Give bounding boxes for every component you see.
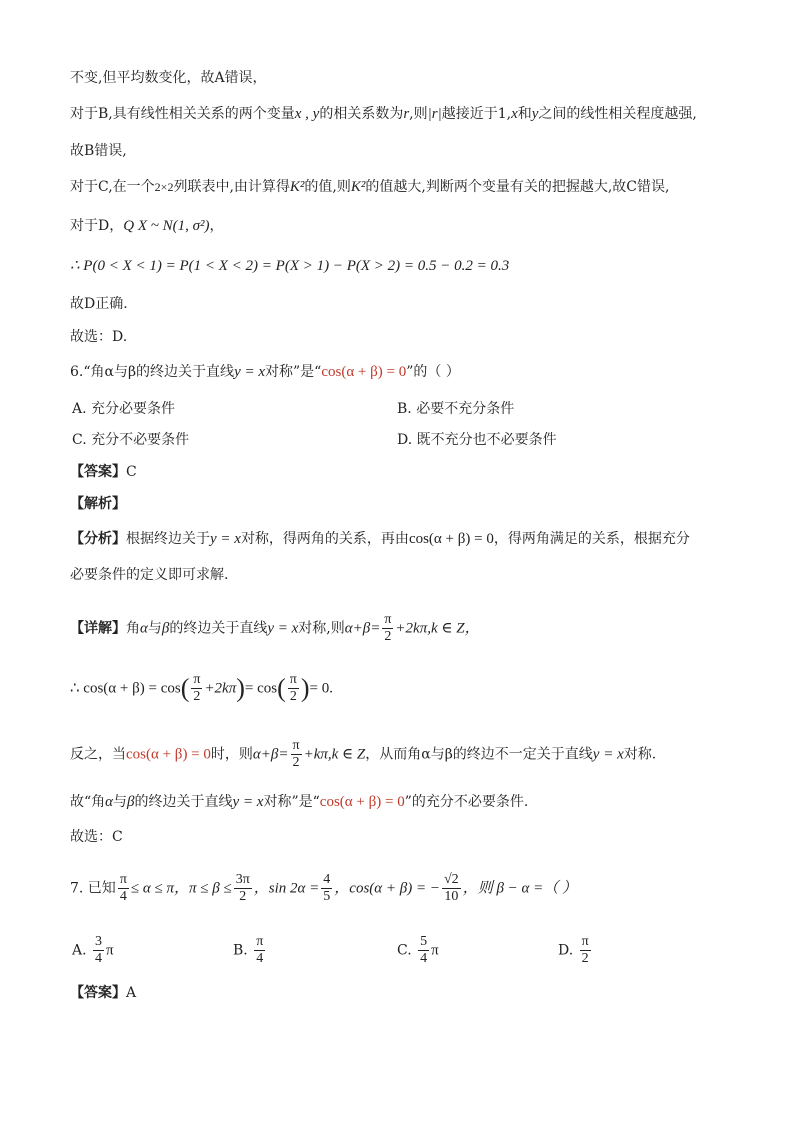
text-span: 的值,则 [304,179,351,195]
text-line: 不变,但平均数变化，故A错误， [70,70,267,86]
math-span: +2kπ [204,680,237,697]
text-span: 对称”是“ [265,364,322,380]
fanzhi-line [70,738,656,771]
answer-tag: 【答案】 [70,464,126,480]
formula-line [70,672,333,705]
math-span: |r| [427,106,442,122]
math-span: α [140,620,148,637]
numerator: π [581,934,589,949]
numerator: 4 [323,872,331,887]
math-span: π [106,942,114,959]
math-span: y [531,106,539,122]
math-span: y = x [267,620,299,637]
conclusion-line [70,792,528,812]
fraction [288,672,299,705]
option-c [397,934,439,967]
option-label: C. [397,942,412,959]
math-span: x [511,106,518,122]
text-span: 之间的线性相关程度越强, [538,106,697,122]
math-span: α+β= [252,746,289,763]
numerator: 3 [95,934,103,949]
text-span: ”的（ ） [406,364,460,380]
text-span: 的终边关于直线 [134,794,233,810]
text-span: ，得两角满足的关系，根据充分 [493,531,690,547]
text-span: ，从而角α与β的终边不一定关于直线 [365,746,593,763]
text-span: 的终边关于直线 [169,620,268,637]
text-span: 列联表中,由计算得 [173,179,290,195]
numerator: π [193,672,201,687]
text-span: 的相关系数为 [319,106,404,122]
paren: ( [277,673,286,703]
text-span: 与 [113,794,128,810]
question-7-stem [70,872,577,905]
math-span: π [431,942,439,959]
option-d [558,934,593,967]
option-d: D. 既不充分也不必要条件 [397,432,557,448]
selection-line: 故选：C [70,829,123,845]
fraction [118,872,129,905]
option-b: B. 必要不充分条件 [397,401,515,417]
math-span: α [105,794,114,810]
numerator: √2 [444,872,459,887]
paren: ( [180,673,190,703]
formula-line: ∴ P(0 < X < 1) = P(1 < X < 2) = P(X > 1) − P(X > 2) = 0.5 − 0.2 = 0.3 [70,258,510,274]
math-span: β [127,794,135,810]
denominator: 4 [256,951,264,966]
text-span: 反之，当 [70,746,126,763]
math-span: ，cos(α + β) = − [334,880,440,897]
text-span: 故“角 [70,794,106,810]
analysis-tag [70,494,126,514]
text-span: 的值越大,判断两个变量有关的把握越大,故C错误, [365,179,670,195]
text-line [70,177,669,197]
denominator: 10 [444,889,459,904]
xiangjie-line [70,612,480,645]
math-span: y = x [232,794,264,810]
fraction [191,672,202,705]
math-span: α+β= [344,620,381,637]
text-line: 必要条件的定义即可求解. [70,567,229,583]
math-span: ≤ α ≤ π，π ≤ β ≤ [130,880,232,897]
math-span: cos(α + β) = 0 [321,364,407,380]
numerator: π [289,672,297,687]
answer-line [70,983,136,1003]
math-span: +kπ,k ∈ Z [303,746,366,763]
option-a: A. 充分必要条件 [72,401,176,417]
math-span: cos(α + β) = 0 [319,794,405,810]
xiangjie-tag: 【详解】 [70,620,126,637]
math-span: ，则 β − α =（ ） [462,880,578,897]
paren: ) [300,673,310,703]
numerator: 5 [420,934,428,949]
math-span: 2×2 [154,180,174,194]
math-span: K² [350,179,366,195]
denominator: 4 [95,951,103,966]
denominator: 2 [384,629,392,644]
text-span: 对于B,具有线性相关关系的两个变量 [70,106,295,122]
math-span: ，sin 2α = [253,880,320,897]
math-span: β [161,620,170,637]
option-label: D. [558,942,574,959]
text-span: 对于C,在一个 [70,179,155,195]
text-span: 对称”是“ [263,794,320,810]
math-span: K² [289,179,305,195]
math-span: Q X ~ N(1, σ²) [123,218,210,234]
answer-value: C [126,464,137,480]
math-span: cos(α + β) = 0 [408,531,494,547]
denominator: 2 [193,689,201,704]
math-span: = cos [244,680,278,697]
analysis-label: 【解析】 [70,496,126,512]
option-label: A. [72,942,87,959]
denominator: 4 [119,889,127,904]
denominator: 2 [292,755,300,770]
answer-tag: 【答案】 [70,985,126,1001]
text-span: 6.“角α与β的终边关于直线 [70,364,235,380]
fraction [580,934,591,967]
option-label: B. [233,942,248,959]
numerator: π [256,934,264,949]
numerator: π [384,612,392,627]
text-span: 根据终边关于 [126,531,210,547]
text-span: 对称. [623,746,657,763]
text-span: 时，则 [210,746,253,763]
text-span: 对称,则 [298,620,345,637]
option-a [72,934,114,967]
denominator: 4 [420,951,428,966]
text-line: 故B错误, [70,143,127,159]
math-span: = 0. [309,680,334,697]
option-b [233,934,267,967]
answer-line [70,462,137,482]
text-line: 故D正确. [70,296,128,312]
denominator: 5 [323,889,331,904]
text-span: 越接近于1, [441,106,512,122]
fraction [93,934,104,967]
text-span: ,则 [409,106,428,122]
math-span: y = x [234,364,265,380]
math-span: +2kπ,k ∈ Z， [395,620,480,637]
fraction [382,612,393,645]
numerator: 3π [235,872,250,887]
fenxi-line [70,529,690,549]
math-span: x , y [294,106,320,122]
denominator: 2 [289,689,297,704]
math-span: ∴ cos(α + β) = cos [70,680,181,697]
math-span: r [403,106,410,122]
math-span: y = x [210,531,241,547]
answer-value: A [126,985,137,1001]
text-span: ”的充分不必要条件. [404,794,529,810]
fenxi-tag: 【分析】 [70,531,126,547]
paren: ) [236,673,245,703]
text-span: 7. 已知 [70,880,116,897]
text-span: 角 [126,620,140,637]
fraction [234,872,252,905]
text-line [70,104,697,124]
denominator: 2 [581,951,589,966]
math-span: y = x [592,746,624,763]
text-span: ， [209,218,224,234]
text-line [70,216,223,236]
fraction [291,738,302,771]
denominator: 2 [239,889,247,904]
numerator: π [119,872,127,887]
fraction [254,934,265,967]
text-span: 对于D， [70,218,124,234]
text-span: 与 [147,620,162,637]
text-line: 故选：D. [70,329,128,345]
fraction [418,934,429,967]
fraction [321,872,332,905]
math-span: cos(α + β) = 0 [126,746,211,763]
text-span: 对称，得两角的关系，再由 [240,531,409,547]
numerator: π [292,738,300,753]
fraction [442,872,461,905]
option-c: C. 充分不必要条件 [72,432,190,448]
question-6-stem [70,362,460,382]
text-span: 和 [517,106,532,122]
